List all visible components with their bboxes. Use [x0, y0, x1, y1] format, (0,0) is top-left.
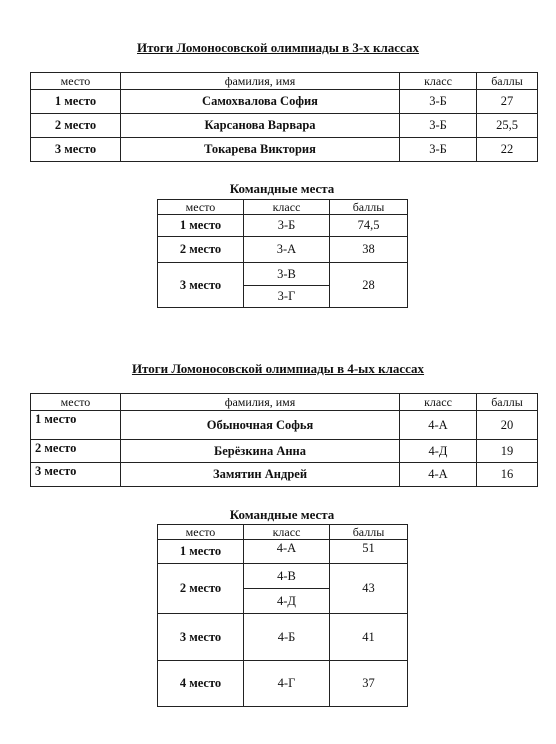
- table-header-row: [31, 394, 538, 411]
- place-cell: 3 место: [158, 263, 244, 308]
- table-row: [158, 564, 408, 589]
- class-cell: 3-А: [244, 237, 330, 263]
- table-row: [31, 440, 538, 463]
- score-cell: 19: [477, 440, 538, 463]
- header-place: место: [31, 73, 121, 90]
- place-cell: 2 место: [31, 440, 121, 463]
- table-row: [31, 114, 538, 138]
- table-header-row: [31, 73, 538, 90]
- place-cell: 1 место: [158, 215, 244, 237]
- place-cell: 2 место: [158, 237, 244, 263]
- header-class: класс: [400, 394, 477, 411]
- header-name: фамилия, имя: [121, 394, 400, 411]
- class-cell: 3-Б: [400, 138, 477, 162]
- header-place: место: [158, 525, 244, 540]
- grade4-title: Итоги Ломоносовской олимпиады в 4-ых классах: [131, 361, 425, 376]
- class-cell: 3-Г: [244, 286, 330, 308]
- place-cell: 1 место: [31, 411, 121, 440]
- class-cell: 4-Г: [244, 661, 330, 707]
- table-row: [158, 540, 408, 564]
- name-cell: Берёзкина Анна: [121, 440, 400, 463]
- score-cell: 20: [477, 411, 538, 440]
- score-cell: 22: [477, 138, 538, 162]
- class-cell: 4-В: [244, 564, 330, 589]
- place-cell: 2 место: [31, 114, 121, 138]
- table-header-row: [158, 200, 408, 215]
- header-score: баллы: [330, 525, 408, 540]
- table-row: [31, 90, 538, 114]
- place-cell: 3 место: [158, 614, 244, 661]
- header-place: место: [31, 394, 121, 411]
- grade3-team-title: Командные места: [229, 181, 335, 196]
- table-row: [158, 215, 408, 237]
- header-class: класс: [400, 73, 477, 90]
- class-cell: 4-А: [400, 463, 477, 487]
- class-cell: 4-А: [400, 411, 477, 440]
- table-row: [31, 463, 538, 487]
- score-cell: 25,5: [477, 114, 538, 138]
- table-row: [158, 614, 408, 661]
- header-score: баллы: [477, 394, 538, 411]
- place-cell: 1 место: [31, 90, 121, 114]
- grade3-title: Итоги Ломоносовской олимпиады в 3-х классах: [137, 40, 419, 55]
- grade4-team-title: Командные места: [229, 507, 335, 522]
- class-cell: 4-Д: [400, 440, 477, 463]
- header-place: место: [158, 200, 244, 215]
- header-name: фамилия, имя: [121, 73, 400, 90]
- class-cell: 4-А: [244, 540, 330, 564]
- place-cell: 3 место: [31, 138, 121, 162]
- table-header-row: [158, 525, 408, 540]
- place-cell: 2 место: [158, 564, 244, 614]
- class-cell: 4-Б: [244, 614, 330, 661]
- score-cell: 27: [477, 90, 538, 114]
- name-cell: Токарева Виктория: [121, 138, 400, 162]
- table-row: [158, 237, 408, 263]
- grade4-results-table: [30, 393, 538, 487]
- name-cell: Обыночная Софья: [121, 411, 400, 440]
- score-cell: 74,5: [330, 215, 408, 237]
- name-cell: Замятин Андрей: [121, 463, 400, 487]
- class-cell: 4-Д: [244, 589, 330, 614]
- score-cell: 28: [330, 263, 408, 308]
- score-cell: 37: [330, 661, 408, 707]
- table-row: [31, 138, 538, 162]
- header-class: класс: [244, 525, 330, 540]
- header-score: баллы: [330, 200, 408, 215]
- grade4-team-table: [157, 524, 408, 707]
- score-cell: 38: [330, 237, 408, 263]
- table-row: [31, 411, 538, 440]
- table-row: [158, 263, 408, 286]
- class-cell: 3-Б: [400, 90, 477, 114]
- place-cell: 4 место: [158, 661, 244, 707]
- score-cell: 16: [477, 463, 538, 487]
- place-cell: 1 место: [158, 540, 244, 564]
- grade3-team-table: [157, 199, 408, 308]
- header-class: класс: [244, 200, 330, 215]
- name-cell: Самохвалова София: [121, 90, 400, 114]
- score-cell: 43: [330, 564, 408, 614]
- name-cell: Карсанова Варвара: [121, 114, 400, 138]
- class-cell: 3-В: [244, 263, 330, 286]
- class-cell: 3-Б: [400, 114, 477, 138]
- table-row: [158, 661, 408, 707]
- score-cell: 41: [330, 614, 408, 661]
- grade3-results-table: [30, 72, 538, 162]
- score-cell: 51: [330, 540, 408, 564]
- place-cell: 3 место: [31, 463, 121, 487]
- class-cell: 3-Б: [244, 215, 330, 237]
- header-score: баллы: [477, 73, 538, 90]
